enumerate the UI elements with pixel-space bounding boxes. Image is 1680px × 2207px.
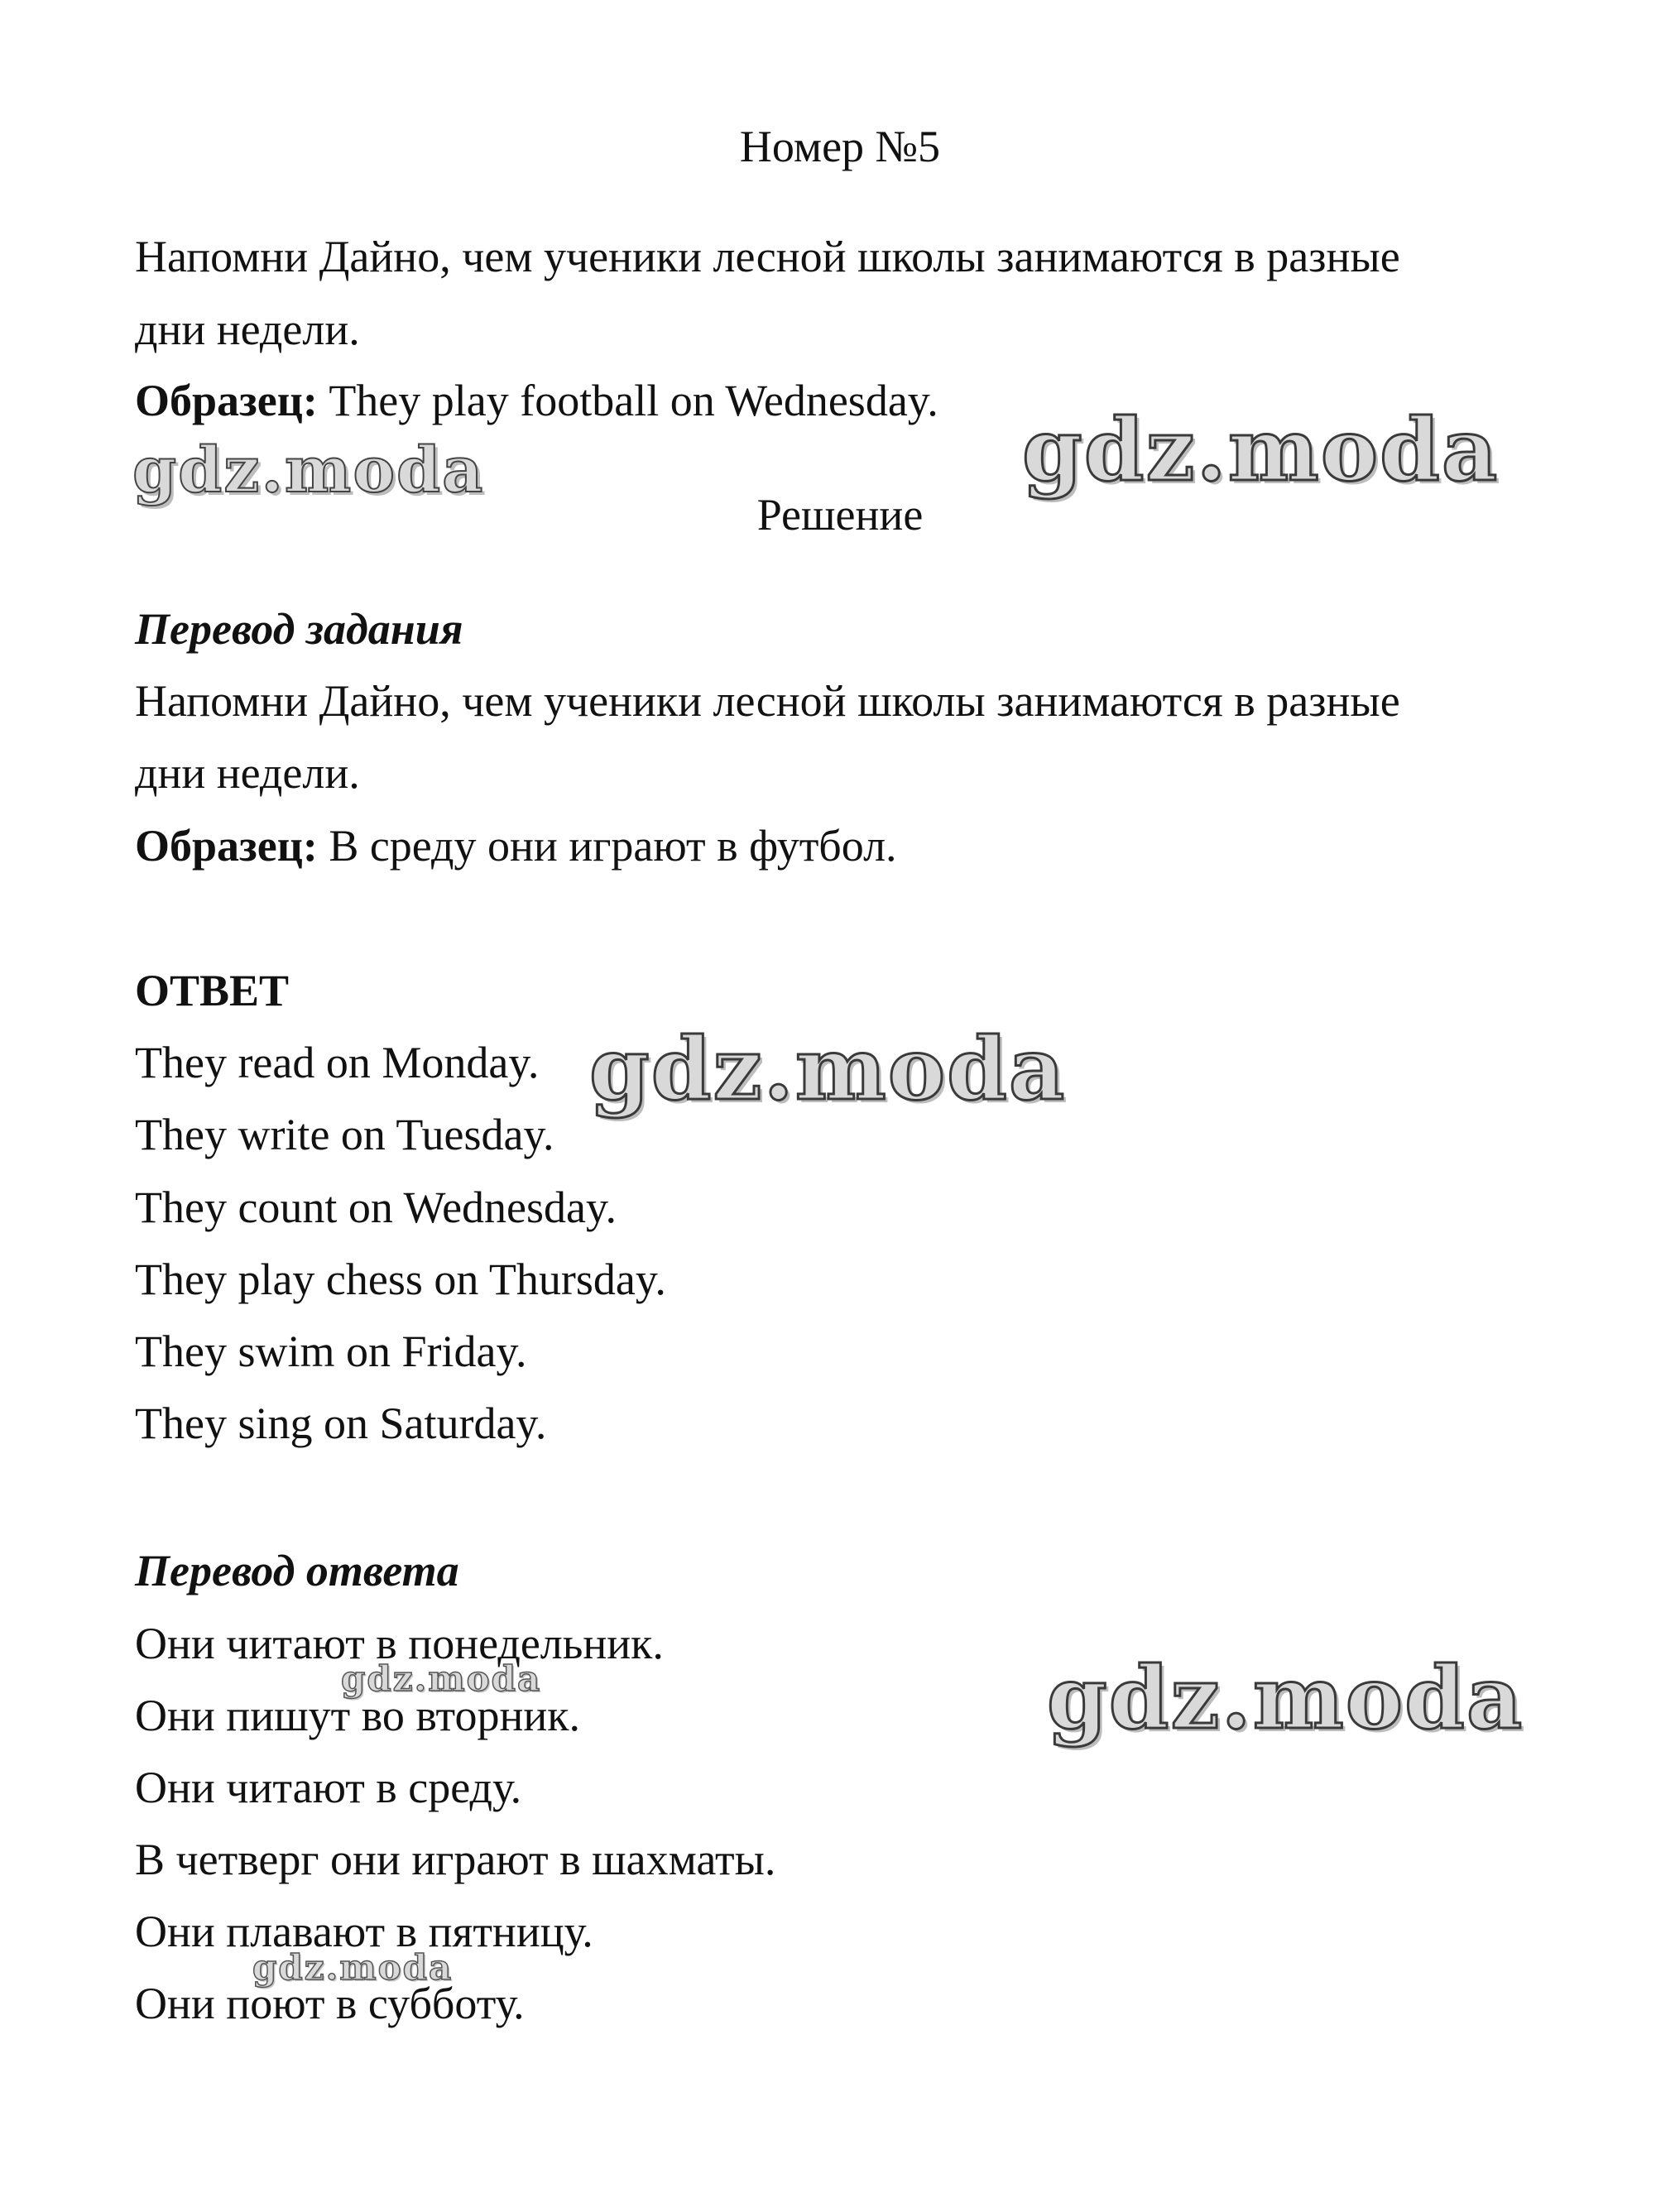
task-translation-heading: Перевод задания xyxy=(135,604,463,654)
answer-translation-line: Они читают в среду. xyxy=(135,1763,522,1812)
task-translation-sample-text: В среду они играют в футбол. xyxy=(317,821,897,871)
task-translation-line-2: дни недели. xyxy=(135,748,360,798)
answer-translation-line: Они поют в субботу. xyxy=(135,1979,525,2028)
answer-line: They read on Monday. xyxy=(135,1038,540,1087)
answer-line: They play chess on Thursday. xyxy=(135,1255,666,1304)
answer-translation-line: В четверг они играют в шахматы. xyxy=(135,1835,776,1884)
watermark: gdz.moda xyxy=(341,1658,542,1699)
answer-translation-line: Они читают в понедельник. xyxy=(135,1619,664,1668)
task-sample xyxy=(135,374,938,427)
page-title: Номер №5 xyxy=(739,122,941,171)
watermark: gdz.moda xyxy=(252,1947,454,1988)
answer-line: They write on Tuesday. xyxy=(135,1110,554,1159)
task-text-line-2: дни недели. xyxy=(135,305,360,354)
answer-translation-line: Они плавают в пятницу. xyxy=(135,1907,593,1956)
watermark: gdz.moda xyxy=(132,433,485,506)
watermark: gdz.moda xyxy=(589,1018,1067,1120)
solution-heading: Решение xyxy=(756,490,924,540)
answer-line: They swim on Friday. xyxy=(135,1327,527,1376)
task-text-line-1: Напомни Дайно, чем ученики лесной школы занимаются в разные xyxy=(135,232,1400,281)
answer-translation-line: Они пишут во вторник. xyxy=(135,1691,580,1740)
task-translation-sample xyxy=(135,819,897,872)
watermark: gdz.moda xyxy=(1022,399,1500,501)
answer-heading: ОТВЕТ xyxy=(135,966,290,1015)
task-sample-text: They play football on Wednesday. xyxy=(317,376,938,425)
answer-line: They count on Wednesday. xyxy=(135,1183,617,1232)
watermark: gdz.moda xyxy=(1047,1647,1524,1749)
task-translation-sample-label: Образец: xyxy=(135,821,318,871)
task-sample-label: Образец: xyxy=(135,376,318,425)
answer-translation-heading: Перевод ответа xyxy=(135,1546,459,1595)
answer-line: They sing on Saturday. xyxy=(135,1399,547,1448)
task-translation-line-1: Напомни Дайно, чем ученики лесной школы занимаются в разные xyxy=(135,676,1400,726)
